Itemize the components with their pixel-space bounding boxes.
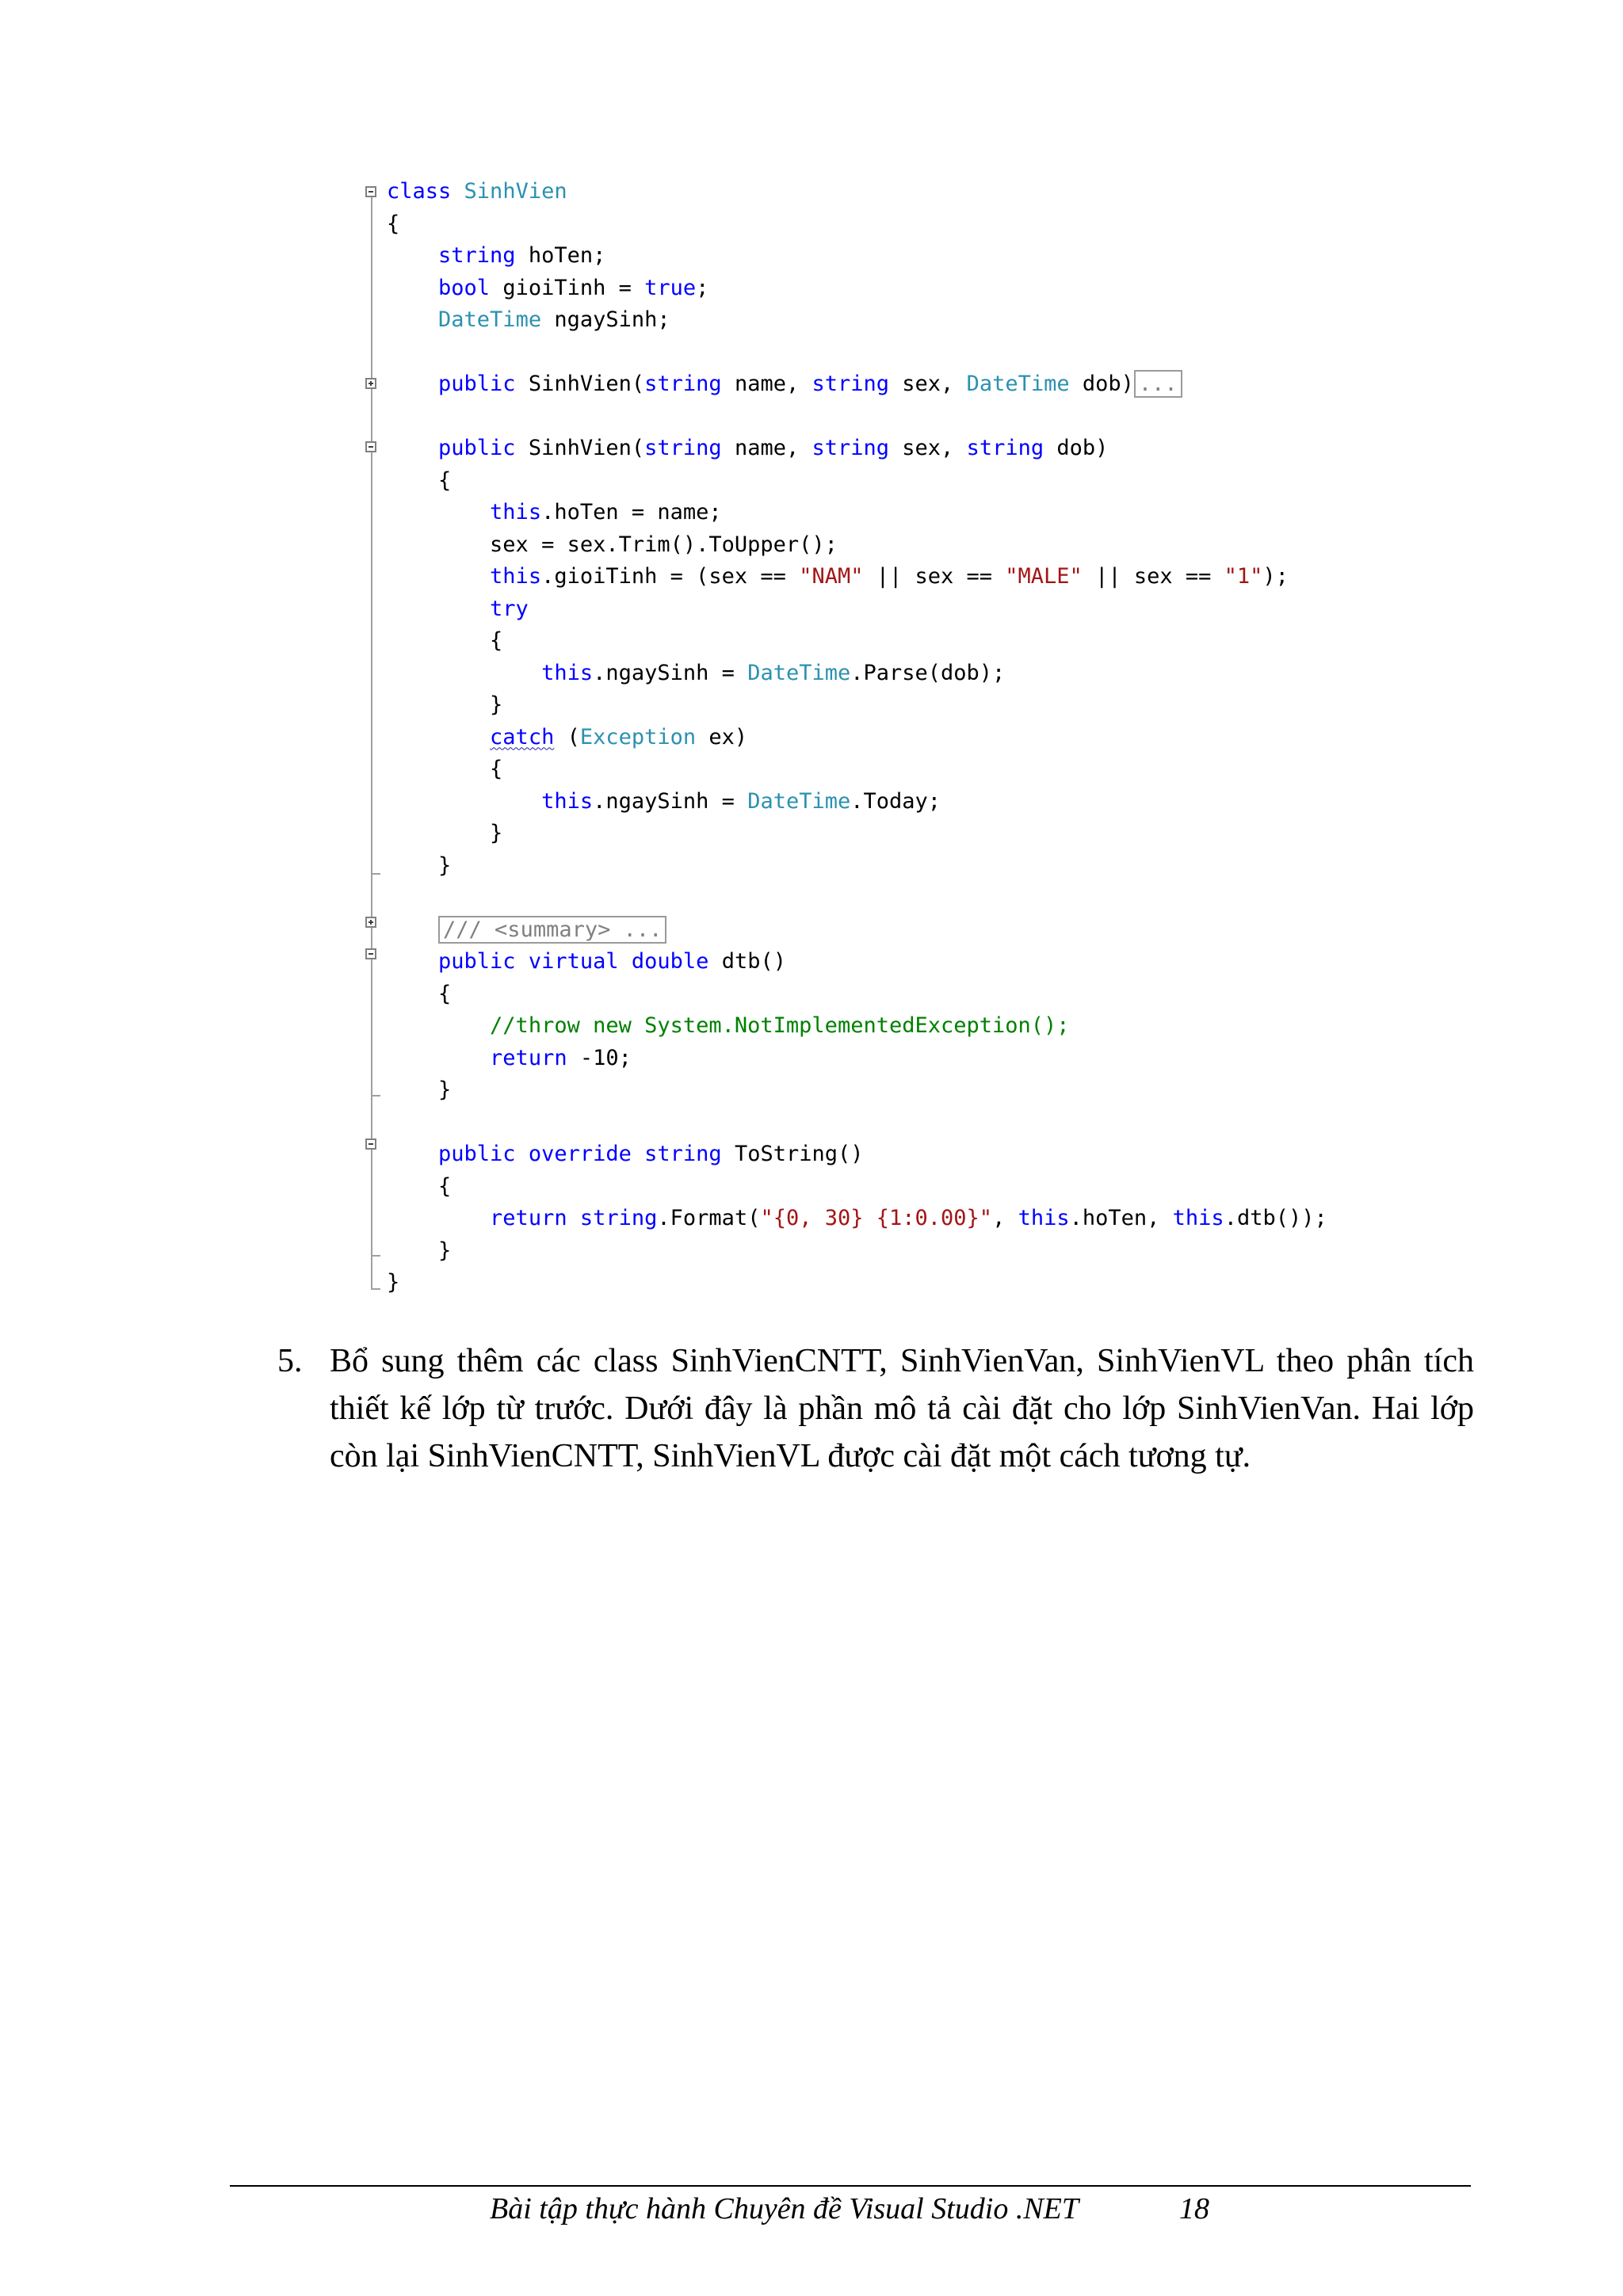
- code-token: public: [438, 1142, 516, 1166]
- code-line: [387, 529, 838, 561]
- code-line: [387, 914, 666, 946]
- code-line: [387, 722, 747, 753]
- code-token: {: [387, 981, 452, 1006]
- code-line: [387, 208, 399, 240]
- code-token: string: [438, 243, 516, 268]
- code-token: [387, 917, 438, 942]
- code-token: (: [554, 724, 580, 749]
- code-token: [387, 1013, 490, 1038]
- code-token: class: [387, 179, 464, 204]
- outline-end-tick: [371, 1095, 380, 1097]
- code-token: this: [490, 564, 542, 589]
- code-token: [387, 1142, 438, 1166]
- code-token: hoTen;: [515, 243, 606, 268]
- code-token: ,: [992, 1206, 1018, 1230]
- code-line: [387, 689, 502, 721]
- code-line: [387, 593, 529, 625]
- code-token: override: [528, 1142, 632, 1166]
- code-token: public: [438, 949, 516, 974]
- code-token: string: [644, 372, 722, 396]
- code-token: .ngaySinh =: [593, 660, 748, 685]
- code-token: [387, 307, 438, 332]
- code-token: dob): [1069, 372, 1134, 396]
- code-token: return: [490, 1045, 567, 1070]
- code-token: string: [812, 436, 890, 460]
- code-token: [387, 1046, 490, 1070]
- code-token: name,: [721, 436, 812, 460]
- code-token[interactable]: ...: [1134, 370, 1182, 398]
- code-token: catch: [490, 724, 555, 749]
- code-token: [387, 725, 490, 749]
- code-line: [387, 1235, 451, 1267]
- code-token: }: [387, 692, 503, 717]
- collapse-toggle-icon[interactable]: [365, 948, 376, 959]
- code-token: DateTime: [438, 307, 542, 332]
- code-token: [619, 949, 632, 974]
- code-token: string: [812, 372, 890, 396]
- code-line: [387, 1043, 632, 1074]
- code-token: this: [1018, 1206, 1070, 1230]
- code-token: [387, 500, 490, 524]
- code-token[interactable]: /// <summary> ...: [438, 916, 666, 944]
- code-token: .Format(: [657, 1206, 761, 1230]
- code-token: .dtb());: [1224, 1206, 1327, 1230]
- code-token: string: [644, 1142, 722, 1166]
- code-token: {: [387, 1173, 452, 1199]
- code-token: Exception: [579, 724, 697, 749]
- code-token: double: [631, 949, 709, 974]
- list-number: 5.: [277, 1343, 303, 1379]
- code-token: }: [387, 821, 503, 845]
- code-token: return: [490, 1206, 567, 1230]
- code-token: }: [387, 1270, 400, 1295]
- code-line: [387, 304, 670, 336]
- code-token: name,: [721, 372, 812, 396]
- code-line: [387, 978, 451, 1010]
- code-line: [387, 240, 605, 272]
- code-token: "NAM": [799, 564, 864, 589]
- code-line: [387, 850, 451, 882]
- code-line: [387, 786, 941, 818]
- code-token: SinhVien(: [515, 372, 645, 396]
- code-token: [516, 949, 529, 974]
- code-token: || sex ==: [1082, 564, 1224, 589]
- code-token: try: [490, 596, 529, 621]
- code-token: [387, 276, 438, 300]
- code-token: [516, 1142, 529, 1166]
- code-token: "MALE": [1005, 564, 1083, 589]
- code-token: string: [966, 436, 1044, 460]
- code-line: [387, 818, 502, 849]
- code-token: [387, 436, 438, 460]
- outline-end-tick: [371, 873, 380, 875]
- code-token: .Parse(dob);: [850, 660, 1006, 685]
- outline-end-tick: [371, 1288, 380, 1290]
- code-token: sex,: [889, 372, 967, 396]
- code-line: [387, 1138, 864, 1170]
- code-token: {: [387, 467, 452, 493]
- code-token: || sex ==: [863, 564, 1006, 589]
- code-line: [387, 273, 708, 304]
- code-token: [387, 1206, 490, 1230]
- code-token: .hoTen = name;: [541, 500, 722, 524]
- outline-end-tick: [371, 1255, 380, 1257]
- code-token: -10;: [567, 1045, 632, 1070]
- code-token: [387, 789, 541, 814]
- code-token: public: [438, 436, 516, 460]
- code-line: [387, 561, 1289, 593]
- code-token: {: [387, 757, 503, 781]
- code-token: [387, 949, 438, 974]
- outline-rail: [371, 195, 372, 1288]
- code-token: [632, 1142, 644, 1166]
- code-token: this: [1172, 1206, 1224, 1230]
- code-token: string: [579, 1206, 658, 1230]
- code-token: DateTime: [747, 660, 851, 685]
- code-token: DateTime: [747, 788, 851, 814]
- code-token: dtb(): [708, 949, 786, 974]
- code-token: [387, 597, 490, 621]
- code-token: "1": [1224, 564, 1263, 589]
- code-line: [387, 1267, 399, 1299]
- code-token: .hoTen,: [1069, 1206, 1173, 1230]
- code-token: }: [387, 852, 452, 878]
- code-line: [387, 753, 502, 785]
- code-token: [387, 564, 490, 589]
- code-token: }: [387, 1238, 452, 1263]
- code-line: [387, 1171, 451, 1203]
- code-line: [387, 625, 502, 657]
- code-token: sex,: [889, 436, 967, 460]
- code-token: DateTime: [966, 372, 1070, 396]
- code-token: ngaySinh;: [541, 307, 670, 332]
- code-line: [387, 1203, 1327, 1234]
- code-token: gioiTinh =: [490, 275, 645, 300]
- code-line: [387, 433, 1108, 464]
- code-token: string: [644, 436, 722, 460]
- collapse-toggle-icon[interactable]: [365, 1138, 376, 1150]
- code-token: public: [438, 372, 516, 396]
- code-token: .gioiTinh = (sex ==: [541, 564, 800, 589]
- code-token: SinhVien: [464, 179, 567, 204]
- code-token: .ngaySinh =: [593, 788, 748, 814]
- code-line: [387, 946, 786, 978]
- collapse-toggle-icon[interactable]: [365, 441, 376, 452]
- code-line: [387, 658, 1005, 689]
- code-line: [387, 176, 567, 208]
- code-line: [387, 1074, 451, 1106]
- page-number: 18: [1179, 2192, 1209, 2225]
- code-line: [387, 465, 451, 497]
- code-token: SinhVien(: [515, 436, 645, 460]
- code-token: this: [490, 500, 542, 524]
- code-line: [387, 368, 1182, 400]
- code-token: this: [541, 660, 594, 685]
- footer-title: Bài tập thực hành Chuyên đề Visual Studio .NET: [490, 2192, 1079, 2225]
- code-token: sex = sex.Trim().ToUpper();: [387, 532, 838, 557]
- code-line: [387, 1010, 1070, 1042]
- code-screenshot: [358, 176, 1396, 1301]
- code-token: dob): [1044, 436, 1109, 460]
- code-token: virtual: [528, 949, 619, 974]
- code-token: this: [541, 788, 594, 814]
- code-token: }: [387, 1077, 452, 1102]
- code-token: [387, 372, 438, 396]
- code-token: {: [387, 628, 503, 653]
- code-token: [387, 243, 438, 268]
- code-token: {: [387, 211, 400, 236]
- code-token: //throw new System.NotImplementedException();: [490, 1013, 1070, 1038]
- expand-toggle-icon[interactable]: [365, 378, 376, 389]
- code-token: [567, 1206, 580, 1230]
- code-token: ToString(): [721, 1142, 864, 1166]
- code-line: [387, 497, 722, 528]
- code-token: ex): [696, 724, 748, 749]
- code-token: "{0, 30} {1:0.00}": [760, 1206, 993, 1230]
- code-token: true: [644, 275, 697, 300]
- collapse-toggle-icon[interactable]: [365, 186, 376, 197]
- expand-toggle-icon[interactable]: [365, 917, 376, 928]
- code-token: ;: [696, 275, 709, 300]
- paragraph-text: Bổ sung thêm các class SinhVienCNTT, SinhVienVan, SinhVienVL theo phân tích thiết kế lớp từ trước. Dưới đây là phần mô tả cài đặt cho lớp SinhVienVan. Hai lớp còn lại SinhVienCNTT, SinhVienVL được cài đặt một cách tương tự.: [330, 1343, 1474, 1474]
- code-token: .Today;: [850, 788, 941, 814]
- code-token: bool: [438, 275, 491, 300]
- numbered-paragraph: [277, 1337, 1474, 1480]
- code-token: [387, 661, 541, 685]
- code-token: );: [1262, 564, 1289, 589]
